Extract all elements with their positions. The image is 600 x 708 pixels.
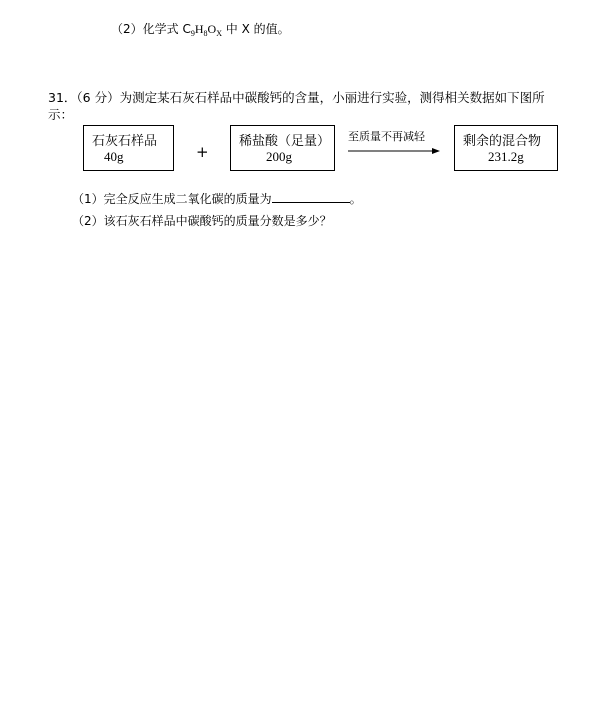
formula-h: H	[194, 22, 204, 36]
limestone-sample-mass: 40g	[104, 149, 124, 164]
q30-part2-suffix: 中 X 的值。	[221, 22, 290, 36]
q31-header-line2: 示：	[48, 107, 74, 122]
hydrochloric-acid-box	[230, 125, 335, 171]
q30-part2-prefix: （2）化学式 C	[111, 22, 191, 36]
q31-part2: （2）该石灰石样品中碳酸钙的质量分数是多少？	[72, 214, 332, 228]
formula-subscript-x: X	[216, 29, 222, 38]
formula-subscript-c: 9	[190, 29, 195, 38]
hydrochloric-acid-mass: 200g	[266, 149, 292, 164]
q31-part1-end: 。	[349, 192, 362, 206]
remaining-mixture-box	[454, 125, 558, 171]
limestone-sample-box	[83, 125, 174, 171]
arrow-condition-label: 至质量不再减轻	[348, 130, 425, 143]
q31-header-line1: 31．（6 分）为测定某石灰石样品中碳酸钙的含量，小丽进行实验，测得相关数据如下图所	[48, 90, 545, 105]
q31-part1	[72, 191, 362, 207]
remaining-mixture-mass: 231.2g	[488, 149, 524, 164]
plus-sign: +	[196, 143, 209, 161]
limestone-sample-label: 石灰石样品	[92, 134, 158, 149]
q30-part2	[111, 21, 290, 39]
answer-blank	[272, 191, 350, 203]
reaction-arrow-icon	[348, 146, 440, 156]
q31-part1-text: （1）完全反应生成二氧化碳的质量为	[72, 192, 272, 206]
hydrochloric-acid-label: 稀盐酸（足量）	[239, 134, 331, 149]
remaining-mixture-label: 剩余的混合物	[463, 134, 542, 149]
formula-o: O	[207, 22, 217, 36]
formula-subscript-h: 8	[203, 29, 208, 38]
